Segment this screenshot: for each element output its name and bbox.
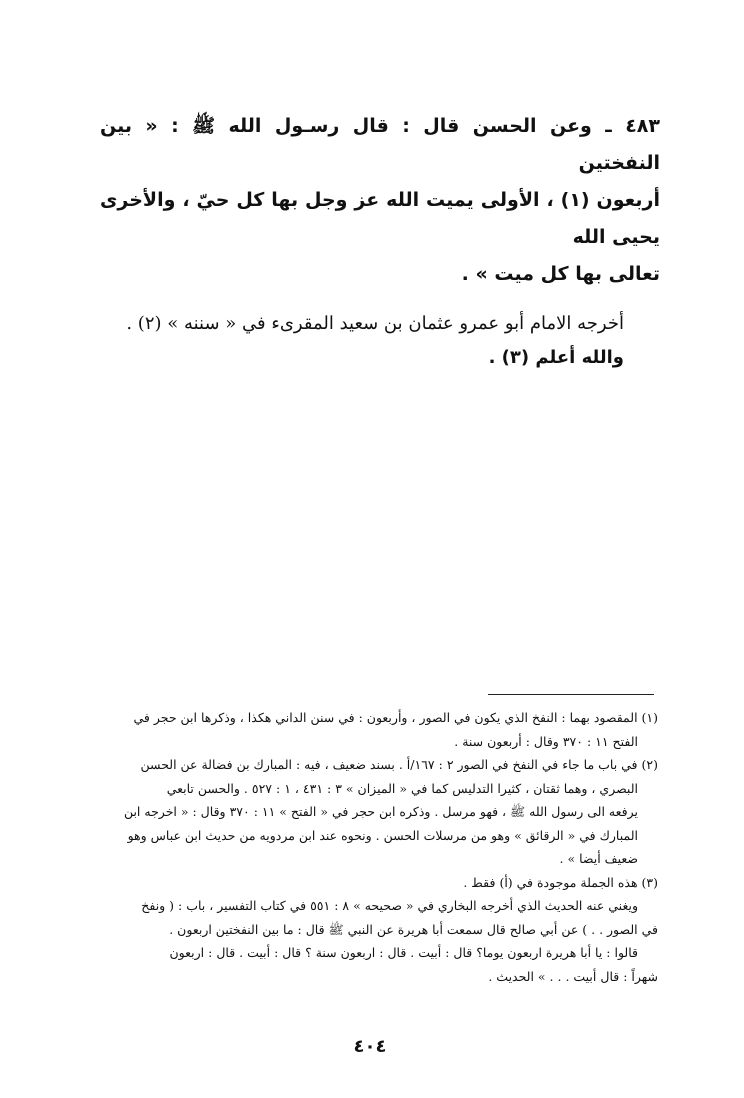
footnote-1 bbox=[100, 706, 658, 753]
footnote-2-line-3: يرفعه الى رسول الله ﷺ ، فهو مرسل . وذكره ابن حجر في « الفتح » ١١ : ٣٧٠ وقال : « اخرجه ابن bbox=[123, 804, 638, 819]
hadith-483 bbox=[100, 108, 660, 293]
footnote-2-line-4: المبارك في « الرقائق » وهو من مرسلات الحسن . ونحوه عند ابن مردويه من حديث ابن عباس وهو bbox=[127, 827, 638, 843]
footnotes bbox=[100, 706, 658, 988]
footnote-3-line-4: قالوا : يا أبا هريرة اربعون يوما؟ قال : أبيت . قال : اربعون سنة ؟ قال : أبيت . قال : اربعون bbox=[169, 945, 638, 960]
hadith-line-3: تعالى بها كل ميت » . bbox=[461, 263, 660, 285]
footnote-1-line-1: (١) المقصود بهما : النفخ الذي يكون في الصور ، وأربعون : في سنن الداني هكذا ، وذكرها ابن حجر في bbox=[133, 710, 658, 725]
footnote-3-line-2: ويغني عنه الحديث الذي أخرجه البخاري في « صحيحه » ٨ : ٥٥١ في كتاب التفسير ، باب : ( ونفخ bbox=[141, 898, 638, 913]
footnote-1-line-2: الفتح ١١ : ٣٧٠ وقال : أربعون سنة . bbox=[454, 733, 638, 749]
footnote-2-line-2: البصري ، وهما ثقتان ، كثيرا التدليس كما في « الميزان » ٣ : ٤٣١ ، ١ : ٥٢٧ . والحسن تابعي bbox=[166, 780, 638, 796]
footnote-2 bbox=[100, 753, 658, 871]
footnote-2-line-1: (٢) في باب ما جاء في النفخ في الصور ٢ : ١٦٧/أ . بسند ضعيف ، فيه : المبارك بن فضالة عن الحسن bbox=[140, 757, 658, 772]
footnote-3-line-1: (٣) هذه الجملة موجودة في (أ) فقط . bbox=[463, 874, 658, 890]
footnote-3-line-5: شهراً : قال أبيت . . . » الحديث . bbox=[488, 968, 658, 984]
takhrij-paragraph: أخرجه الامام أبو عمرو عثمان بن سعيد المقرىء في « سننه » (٢) . bbox=[126, 313, 624, 334]
hadith-line-2: أربعون (١) ، الأولى يميت الله عز وجل بها كل حيّ ، والأخرى يحيى الله bbox=[100, 189, 660, 248]
footnote-divider bbox=[488, 694, 654, 695]
closing-line: والله أعلم (٣) . bbox=[488, 347, 624, 368]
footnote-3 bbox=[100, 871, 658, 989]
page-number: ٤٠٤ bbox=[353, 1036, 387, 1057]
footnote-2-line-5: ضعيف أيضا » . bbox=[559, 851, 638, 866]
main-text bbox=[100, 108, 660, 375]
hadith-line-1: ٤٨٣ ـ وعن الحسن قال : قال رسـول الله ﷺ : « بين النفختين bbox=[100, 115, 660, 174]
footnote-3-line-3: في الصور . . ) عن أبي صالح قال سمعت أبا هريرة عن النبي ﷺ قال : ما بين النفختين اربعون . bbox=[169, 921, 658, 937]
